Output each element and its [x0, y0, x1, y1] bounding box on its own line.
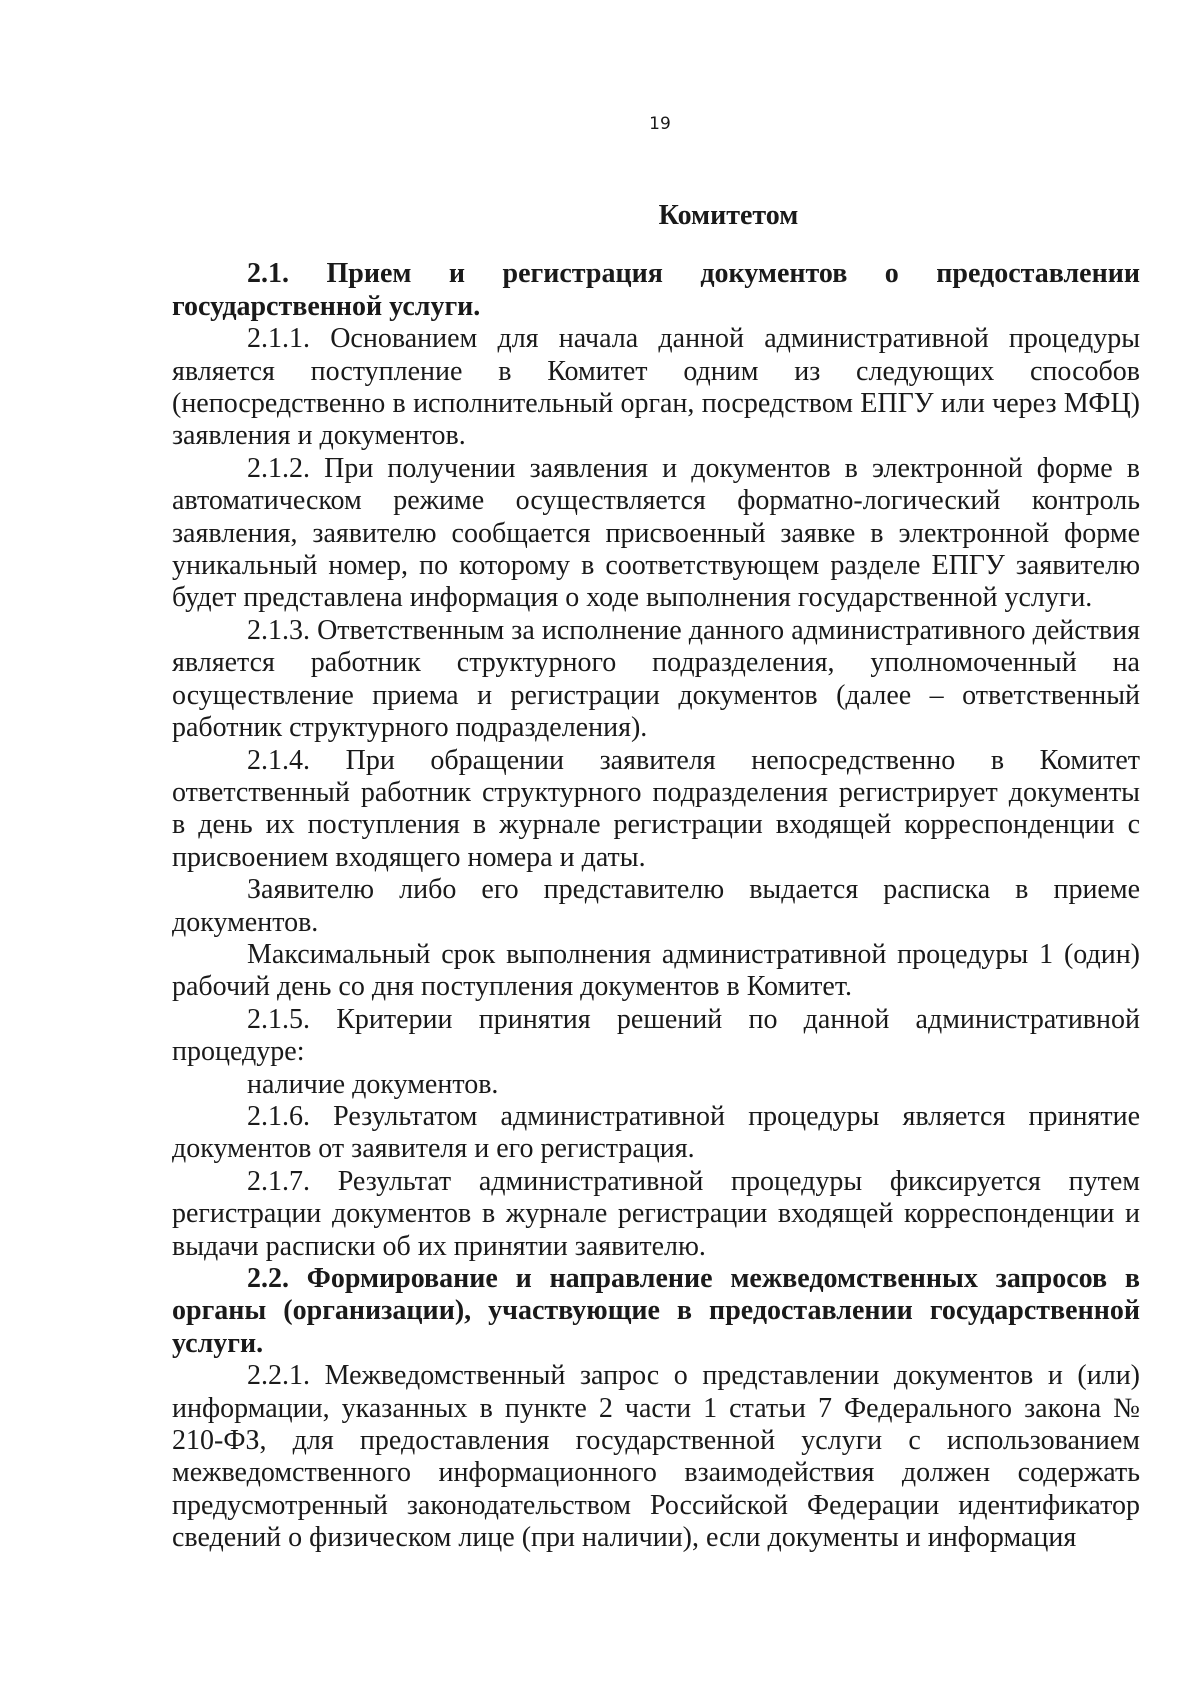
paragraph-2-1-6: 2.1.6. Результатом административной процедуры является принятие документов от заявителя и его регистрация. [172, 1100, 1140, 1165]
paragraph-2-1-2: 2.1.2. При получении заявления и документов в электронной форме в автоматическом режиме осуществляется форматно-логический контроль заявления, заявителю сообщается присвоенный заявке в электронной форме уникальный номер, по которому в соответствующем разделе ЕПГУ заявителю будет представлена информация о ходе выполнения государственной услуги. [172, 452, 1140, 614]
page-number: 19 [649, 114, 671, 134]
paragraph-max-term: Максимальный срок выполнения административной процедуры 1 (один) рабочий день со дня поступления документов в Комитет. [172, 938, 1140, 1003]
paragraph-receipt: Заявителю либо его представителю выдается расписка в приеме документов. [172, 874, 1140, 938]
paragraph-criteria-item: наличие документов. [247, 1068, 499, 1100]
paragraph-2-1-4: 2.1.4. При обращении заявителя непосредственно в Комитет ответственный работник структурного подразделения регистрирует документы в день их поступления в журнале регистрации входящей корреспонденции с присвоением входящего номера и даты. [172, 744, 1140, 873]
paragraph-2-2-1: 2.2.1. Межведомственный запрос о представлении документов и (или) информации, указанных в пункте 2 части 1 статьи 7 Федерального закона № 210-ФЗ, для предоставления государственной услуги с использованием межведомственного информационного взаимодействия должен содержать предусмотренный законодательством Российской Федерации идентификатор сведений о физическом лице (при наличии), если документы и информация [172, 1360, 1140, 1554]
paragraph-2-1-3: 2.1.3. Ответственным за исполнение данного административного действия является работник структурного подразделения, уполномоченный на осуществление приема и регистрации документов (далее – ответственный работник структурного подразделения). [172, 614, 1140, 744]
document-body [172, 200, 1140, 1555]
paragraph-2-1-7: 2.1.7. Результат административной процедуры фиксируется путем регистрации документов в журнале регистрации входящей корреспонденции и выдачи расписки об их принятии заявителю. [172, 1165, 1140, 1262]
paragraph-2-1-5: 2.1.5. Критерии принятия решений по данной административной процедуре: [172, 1003, 1140, 1068]
section-heading-2-1: 2.1. Прием и регистрация документов о предоставлении государственной услуги. [172, 258, 1140, 322]
top-heading: Комитетом [658, 200, 799, 231]
section-heading-2-2: 2.2. Формирование и направление межведомственных запросов в органы (организации), участвующие в предоставлении государственной услуги. [172, 1263, 1140, 1359]
paragraph-2-1-1: 2.1.1. Основанием для начала данной административной процедуры является поступление в Комитет одним из следующих способов (непосредственно в исполнительный орган, посредством ЕПГУ или через МФЦ) заявления и документов. [172, 323, 1140, 452]
